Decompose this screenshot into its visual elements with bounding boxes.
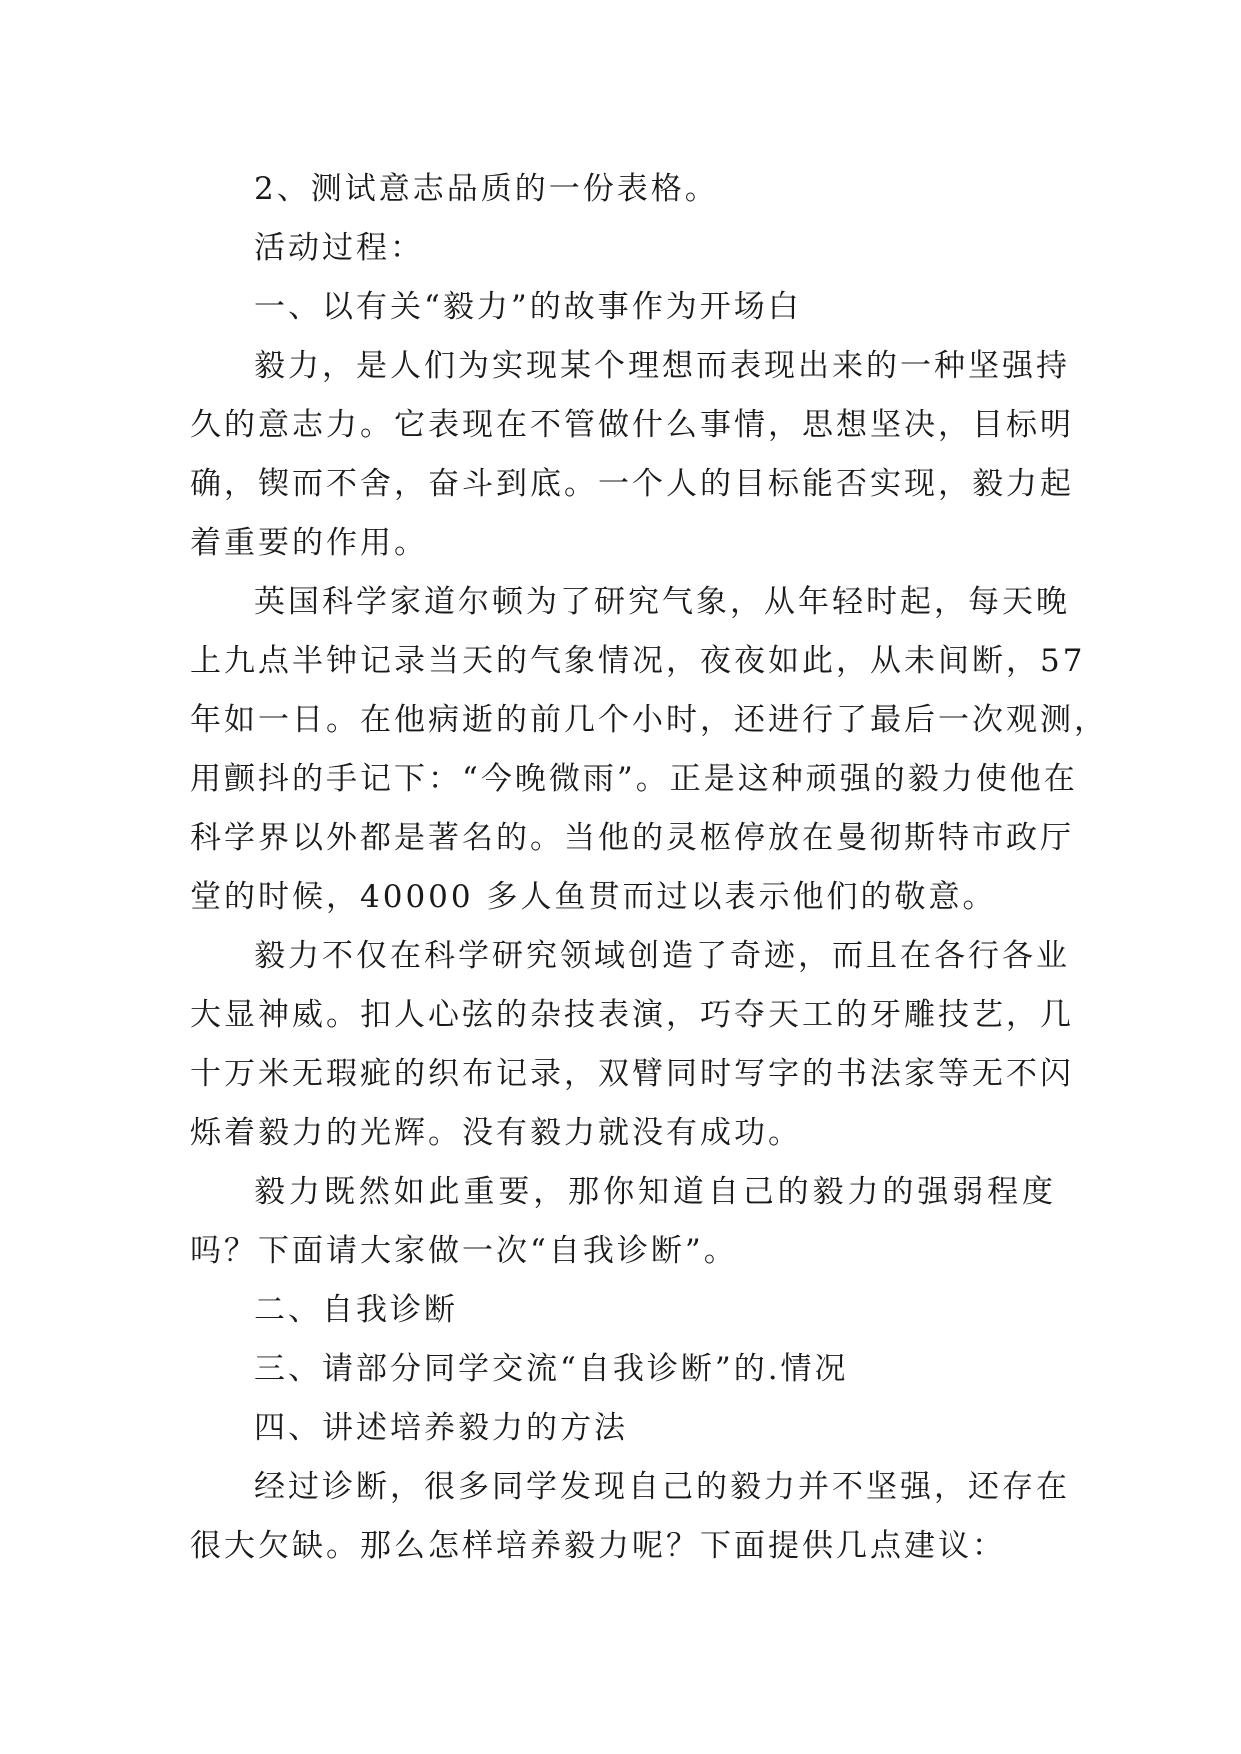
text-line: 毅力既然如此重要，那你知道自己的毅力的强弱程度 <box>254 1174 1056 1210</box>
text-line: 十万米无瑕疵的织布记录，双臂同时写字的书法家等无不闪 <box>190 1056 1074 1092</box>
document-body <box>190 160 1108 1576</box>
text-line: 堂的时候，40000 多人鱼贯而过以表示他们的敬意。 <box>190 879 997 915</box>
text-line: 英国科学家道尔顿为了研究气象，从年轻时起，每天晚 <box>254 584 1070 620</box>
text-line: 毅力不仅在科学研究领域创造了奇迹，而且在各行各业 <box>254 938 1070 974</box>
text-line: 确，锲而不舍，奋斗到底。一个人的目标能否实现，毅力起 <box>190 466 1074 502</box>
text-line: 经过诊断，很多同学发现自己的毅力并不坚强，还存在 <box>254 1469 1070 1505</box>
text-line: 科学界以外都是著名的。当他的灵柩停放在曼彻斯特市政厅 <box>190 820 1074 856</box>
text-line: 四、讲述培养毅力的方法 <box>254 1410 628 1446</box>
text-line: 一、以有关“毅力”的故事作为开场白 <box>254 289 802 325</box>
text-line: 烁着毅力的光辉。没有毅力就没有成功。 <box>190 1115 802 1151</box>
text-line: 年如一日。在他病逝的前几个小时，还进行了最后一次观测， <box>190 702 1108 738</box>
text-line: 很大欠缺。那么怎样培养毅力呢？下面提供几点建议： <box>190 1528 1006 1564</box>
text-line: 毅力，是人们为实现某个理想而表现出来的一种坚强持 <box>254 348 1070 384</box>
text-line: 2、测试意志品质的一份表格。 <box>254 171 719 207</box>
text-line: 用颤抖的手记下：“今晚微雨”。正是这种顽强的毅力使他在 <box>190 761 1078 797</box>
text-line: 久的意志力。它表现在不管做什么事情，思想坚决，目标明 <box>190 407 1074 443</box>
text-line: 上九点半钟记录当天的气象情况，夜夜如此，从未间断，57 <box>190 643 1086 679</box>
text-line: 着重要的作用。 <box>190 525 428 561</box>
text-line: 活动过程： <box>254 230 424 266</box>
text-line: 三、请部分同学交流“自我诊断”的.情况 <box>254 1351 849 1387</box>
text-line: 大显神威。扣人心弦的杂技表演，巧夺天工的牙雕技艺，几 <box>190 997 1074 1033</box>
text-line: 吗？下面请大家做一次“自我诊断”。 <box>190 1233 738 1269</box>
text-line: 二、自我诊断 <box>254 1292 458 1328</box>
